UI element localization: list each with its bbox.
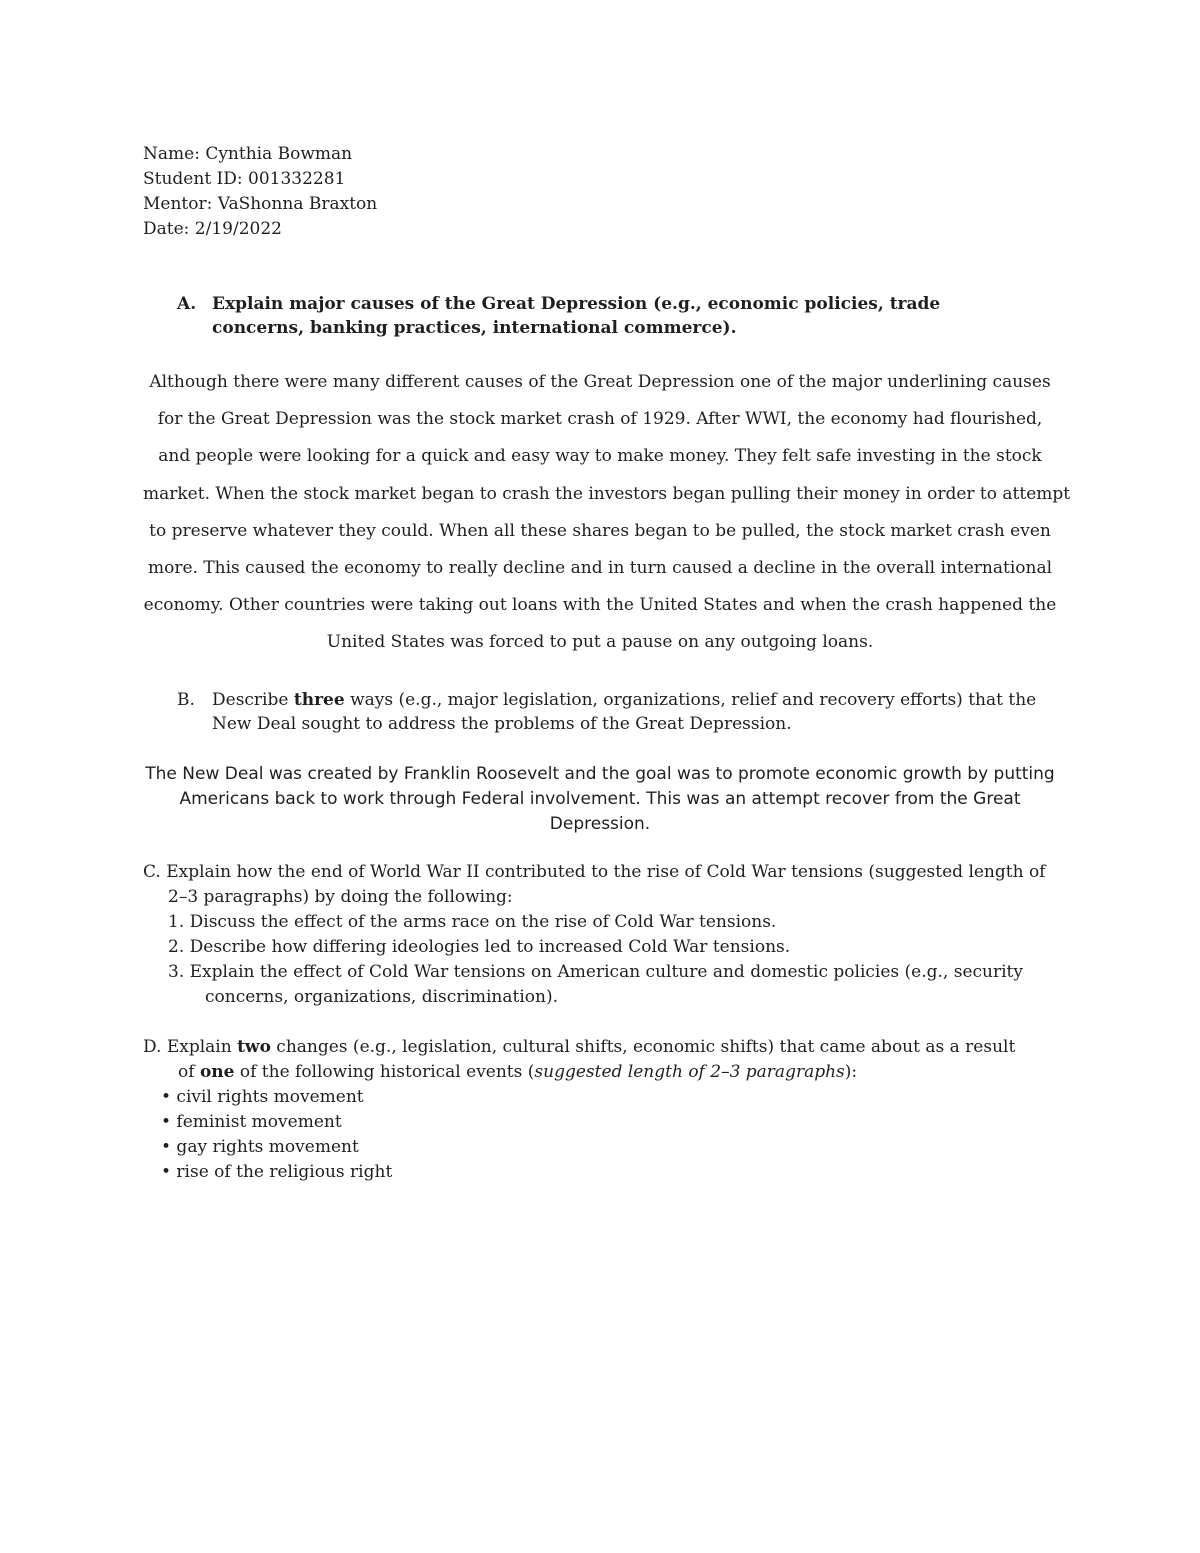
bullet-item: • feminist movement: [161, 1112, 342, 1132]
answer-a: [143, 364, 1071, 662]
mentor-name: Mentor: VaShonna Braxton: [143, 194, 378, 214]
bullet-item: • gay rights movement: [161, 1137, 359, 1157]
question-d-italic: suggested length of 2–3 paragraphs: [534, 1062, 845, 1082]
question-d-text: changes (e.g., legislation, cultural shifts, economic shifts) that came about as a result: [270, 1037, 1016, 1057]
question-a-text: Explain major causes of the Great Depression (e.g., economic policies, trade concerns, banking practices, international commerce).: [212, 294, 941, 338]
question-a: [177, 292, 1017, 340]
submission-date: Date: 2/19/2022: [143, 219, 282, 239]
question-c-item-continued: concerns, organizations, discrimination).: [205, 987, 558, 1007]
answer-a-line: more. This caused the economy to really decline and in turn caused a decline in the overall international: [147, 558, 1053, 579]
question-c-item: 3. Explain the effect of Cold War tensions on American culture and domestic policies (e.g., security: [168, 962, 1023, 982]
question-b-text-start: Describe: [212, 690, 294, 710]
question-b-text-end: ways (e.g., major legislation, organizations, relief and recovery efforts) that the New Deal sought to address the problems of the Great Depression.: [212, 690, 1037, 734]
question-b-marker: B.: [177, 690, 195, 710]
student-name: Name: Cynthia Bowman: [143, 144, 353, 164]
question-b-text: [212, 688, 1037, 736]
question-d-text: of: [178, 1062, 200, 1082]
answer-a-line: economy. Other countries were taking out loans with the United States and when the crash happened the: [143, 595, 1057, 616]
answer-b: The New Deal was created by Franklin Roosevelt and the goal was to promote economic growth by putting Americans back to work through Federal involvement. This was an attempt recover from the Great Depression.: [145, 764, 1055, 834]
question-d-text: D. Explain: [143, 1037, 238, 1057]
student-header: [143, 142, 377, 242]
answer-a-line: United States was forced to put a pause on any outgoing loans.: [326, 632, 874, 653]
bullet-item: • civil rights movement: [161, 1087, 364, 1107]
question-d-text: of the following historical events (: [234, 1062, 535, 1082]
answer-a-line: for the Great Depression was the stock market crash of 1929. After WWI, the economy had flourished,: [157, 409, 1043, 430]
answer-a-line: market. When the stock market began to crash the investors began pulling their money in order to attempt: [143, 483, 1071, 504]
question-d-emphasis: one: [199, 1062, 235, 1082]
question-d-line: [143, 1060, 1063, 1085]
question-c-line: C. Explain how the end of World War II contributed to the rise of Cold War tensions (suggested length of: [143, 862, 1046, 882]
question-c-item: 2. Describe how differing ideologies led to increased Cold War tensions.: [168, 937, 791, 957]
question-c-item: 1. Discuss the effect of the arms race on the rise of Cold War tensions.: [168, 912, 777, 932]
question-c-line: 2–3 paragraphs) by doing the following:: [168, 887, 513, 907]
answer-a-line: and people were looking for a quick and easy way to make money. They felt safe investing in the stock: [158, 446, 1042, 467]
question-b: [177, 688, 1037, 736]
question-d-line: [143, 1035, 1063, 1060]
bullet-item: • rise of the religious right: [161, 1162, 393, 1182]
question-c: [143, 860, 1063, 1010]
question-d-emphasis: two: [237, 1037, 271, 1057]
question-b-emphasis: three: [293, 690, 345, 710]
question-d-text: ):: [844, 1062, 858, 1082]
student-id: Student ID: 001332281: [143, 169, 346, 189]
question-d: [143, 1035, 1063, 1185]
answer-a-line: to preserve whatever they could. When all these shares began to be pulled, the stock market crash even: [149, 520, 1051, 541]
answer-a-line: Although there were many different causes of the Great Depression one of the major underlining causes: [149, 372, 1051, 392]
question-a-marker: A.: [177, 294, 197, 314]
